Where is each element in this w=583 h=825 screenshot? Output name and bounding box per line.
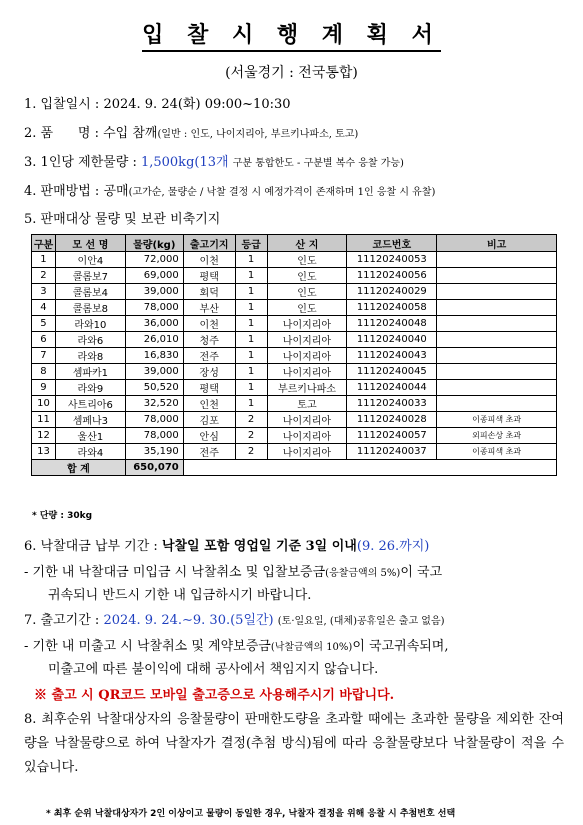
cell-code: 11120240056	[347, 268, 437, 284]
payment-warning-line1: - 기한 내 낙찰대금 미입금 시 낙찰취소 및 입찰보증금(응찰금액의 5%)이 국고	[24, 565, 443, 580]
cell-ship: 라와8	[55, 348, 125, 364]
table-row	[32, 252, 557, 268]
cell-qty: 78,000	[125, 428, 183, 444]
cell-code: 11120240053	[347, 252, 437, 268]
cell-ship: 라와6	[55, 332, 125, 348]
cell-ship: 콜롬보7	[55, 268, 125, 284]
cell-ship: 사트리아6	[55, 396, 125, 412]
cell-code: 11120240028	[347, 412, 437, 428]
cell-origin: 부르키나파소	[267, 380, 347, 396]
cell-ship: 라와10	[55, 316, 125, 332]
section-product-name: 2. 품 명 : 수입 참깨(일반 : 인도, 나이지리아, 부르키나파소, 토고)	[24, 126, 359, 141]
cell-qty: 26,010	[125, 332, 183, 348]
cell-origin: 나이지리아	[267, 412, 347, 428]
document-title: 입 찰 시 행 계 획 서	[0, 18, 583, 49]
cell-qty: 35,190	[125, 444, 183, 460]
cell-note: 이종피색 초과	[437, 412, 557, 428]
section-bid-datetime: 1. 입찰일시 : 2024. 9. 24(화) 09:00~10:30	[24, 97, 291, 112]
cell-ship: 라와4	[55, 444, 125, 460]
cell-depot: 전주	[183, 348, 235, 364]
cell-note	[437, 348, 557, 364]
payment-warning-line2: 귀속되니 반드시 기한 내 입금하시기 바랍니다.	[48, 588, 312, 603]
cell-depot: 평택	[183, 268, 235, 284]
cell-origin: 토고	[267, 396, 347, 412]
header-cell: 출고기지	[183, 235, 235, 252]
cell-no: 7	[32, 348, 56, 364]
cell-no: 2	[32, 268, 56, 284]
cell-origin: 나이지리아	[267, 332, 347, 348]
table-row	[32, 396, 557, 412]
cell-qty: 36,000	[125, 316, 183, 332]
total-label: 합 계	[32, 460, 126, 476]
cell-grade: 2	[235, 412, 267, 428]
cell-note	[437, 364, 557, 380]
cell-note	[437, 316, 557, 332]
table-header-row	[32, 235, 557, 252]
section-sale-method: 4. 판매방법 : 공매(고가순, 물량순 / 낙찰 결정 시 예정가격이 존재하며 1인 응찰 시 유찰)	[24, 184, 436, 199]
cell-note	[437, 300, 557, 316]
cell-note	[437, 252, 557, 268]
cell-qty: 16,830	[125, 348, 183, 364]
cell-ship: 라와9	[55, 380, 125, 396]
cell-qty: 32,520	[125, 396, 183, 412]
cell-ship: 울산1	[55, 428, 125, 444]
table-row	[32, 316, 557, 332]
table-row	[32, 348, 557, 364]
cell-code: 11120240058	[347, 300, 437, 316]
cell-ship: 콜롬보4	[55, 284, 125, 300]
cell-qty: 39,000	[125, 284, 183, 300]
cell-note	[437, 332, 557, 348]
cell-depot: 청주	[183, 332, 235, 348]
table-total-row	[32, 460, 557, 476]
cell-origin: 나이지리아	[267, 428, 347, 444]
cell-code: 11120240045	[347, 364, 437, 380]
cell-ship: 이안4	[55, 252, 125, 268]
header-cell: 물량(kg)	[125, 235, 183, 252]
cell-origin: 인도	[267, 252, 347, 268]
cell-ship: 콜롬보8	[55, 300, 125, 316]
cell-grade: 1	[235, 284, 267, 300]
table-row	[32, 428, 557, 444]
table-row	[32, 364, 557, 380]
document-subtitle: (서울경기 : 전국통합)	[225, 65, 358, 81]
table-row	[32, 380, 557, 396]
header-cell: 비고	[437, 235, 557, 252]
cell-qty: 72,000	[125, 252, 183, 268]
cell-no: 4	[32, 300, 56, 316]
unit-note: * 단량 : 30kg	[32, 511, 93, 521]
header-cell: 코드번호	[347, 235, 437, 252]
cell-depot: 회덕	[183, 284, 235, 300]
cell-origin: 나이지리아	[267, 444, 347, 460]
cell-depot: 김포	[183, 412, 235, 428]
header-cell: 등급	[235, 235, 267, 252]
cell-origin: 인도	[267, 300, 347, 316]
cell-qty: 78,000	[125, 412, 183, 428]
cell-note	[437, 268, 557, 284]
cell-note: 외피손상 초과	[437, 428, 557, 444]
cell-grade: 1	[235, 268, 267, 284]
table-row	[32, 444, 557, 460]
section-release-period: 7. 출고기간 : 2024. 9. 24.∼9. 30.(5일간) (토·일요일, (대체)공휴일은 출고 없음)	[24, 613, 445, 628]
cell-no: 12	[32, 428, 56, 444]
cell-no: 10	[32, 396, 56, 412]
cell-depot: 이천	[183, 252, 235, 268]
section-payment-period: 6. 낙찰대금 납부 기간 : 낙찰일 포함 영업일 기준 3일 이내(9. 26.까지)	[24, 539, 430, 554]
cell-no: 13	[32, 444, 56, 460]
cell-note: 이종피색 초과	[437, 444, 557, 460]
cell-code: 11120240057	[347, 428, 437, 444]
cell-origin: 인도	[267, 284, 347, 300]
header-cell: 구분	[32, 235, 56, 252]
cell-qty: 39,000	[125, 364, 183, 380]
cell-grade: 2	[235, 428, 267, 444]
cell-qty: 78,000	[125, 300, 183, 316]
cell-no: 3	[32, 284, 56, 300]
cell-qty: 69,000	[125, 268, 183, 284]
cell-grade: 1	[235, 252, 267, 268]
release-warning-line2: 미출고에 따른 불이익에 대해 공사에서 책임지지 않습니다.	[48, 662, 379, 677]
cell-origin: 나이지리아	[267, 364, 347, 380]
cell-grade: 1	[235, 396, 267, 412]
cell-grade: 1	[235, 332, 267, 348]
cell-depot: 인천	[183, 396, 235, 412]
qr-code-warning: ※ 출고 시 QR코드 모바일 출고증으로 사용해주시기 바랍니다.	[34, 688, 395, 703]
final-note: * 최후 순위 낙찰대상자가 2인 이상이고 물량이 동일한 경우, 낙찰자 결정을 위해 응찰 시 추첨번호 선택	[46, 809, 456, 819]
table-row	[32, 268, 557, 284]
header-cell: 모 선 명	[55, 235, 125, 252]
cell-qty: 50,520	[125, 380, 183, 396]
cell-depot: 안심	[183, 428, 235, 444]
cell-code: 11120240040	[347, 332, 437, 348]
cell-grade: 1	[235, 316, 267, 332]
cell-grade: 1	[235, 300, 267, 316]
cell-depot: 장성	[183, 364, 235, 380]
cell-ship: 셈페나3	[55, 412, 125, 428]
cell-no: 6	[32, 332, 56, 348]
cell-note	[437, 284, 557, 300]
section-per-person-limit: 3. 1인당 제한물량 : 1,500kg(13개 구분 통합한도 - 구분별 복수 응찰 가능)	[24, 155, 404, 170]
cell-origin: 인도	[267, 268, 347, 284]
cell-depot: 전주	[183, 444, 235, 460]
cell-no: 9	[32, 380, 56, 396]
cell-note	[437, 396, 557, 412]
cell-ship: 셈파카1	[55, 364, 125, 380]
cell-code: 11120240044	[347, 380, 437, 396]
cell-no: 5	[32, 316, 56, 332]
cell-grade: 2	[235, 444, 267, 460]
cell-depot: 부산	[183, 300, 235, 316]
section-sale-quantity: 5. 판매대상 물량 및 보관 비축기지	[24, 212, 221, 227]
release-warning-line1: - 기한 내 미출고 시 낙찰취소 및 계약보증금(낙찰금액의 10%)이 국고귀속되며,	[24, 639, 449, 654]
cell-origin: 나이지리아	[267, 348, 347, 364]
table-row	[32, 332, 557, 348]
cell-code: 11120240033	[347, 396, 437, 412]
cell-grade: 1	[235, 348, 267, 364]
header-cell: 산 지	[267, 235, 347, 252]
cell-no: 8	[32, 364, 56, 380]
cell-note	[437, 380, 557, 396]
cell-code: 11120240029	[347, 284, 437, 300]
stock-table	[31, 234, 557, 476]
cell-grade: 1	[235, 380, 267, 396]
cell-no: 11	[32, 412, 56, 428]
cell-code: 11120240037	[347, 444, 437, 460]
cell-grade: 1	[235, 364, 267, 380]
cell-code: 11120240048	[347, 316, 437, 332]
table-row	[32, 412, 557, 428]
table-row	[32, 284, 557, 300]
cell-depot: 이천	[183, 316, 235, 332]
cell-no: 1	[32, 252, 56, 268]
cell-depot: 평택	[183, 380, 235, 396]
cell-origin: 나이지리아	[267, 316, 347, 332]
total-value: 650,070	[125, 460, 183, 476]
table-row	[32, 300, 557, 316]
section-last-bidder: 8. 최후순위 낙찰대상자의 응찰물량이 판매한도량을 초과할 때에는 초과한 물량을 제외한 잔여량을 낙찰물량으로 하여 낙찰자가 결정(추첨 방식)됨에 따라 응찰물량보다 낙찰물량이 적을 수 있습니다.	[24, 712, 564, 775]
cell-code: 11120240043	[347, 348, 437, 364]
